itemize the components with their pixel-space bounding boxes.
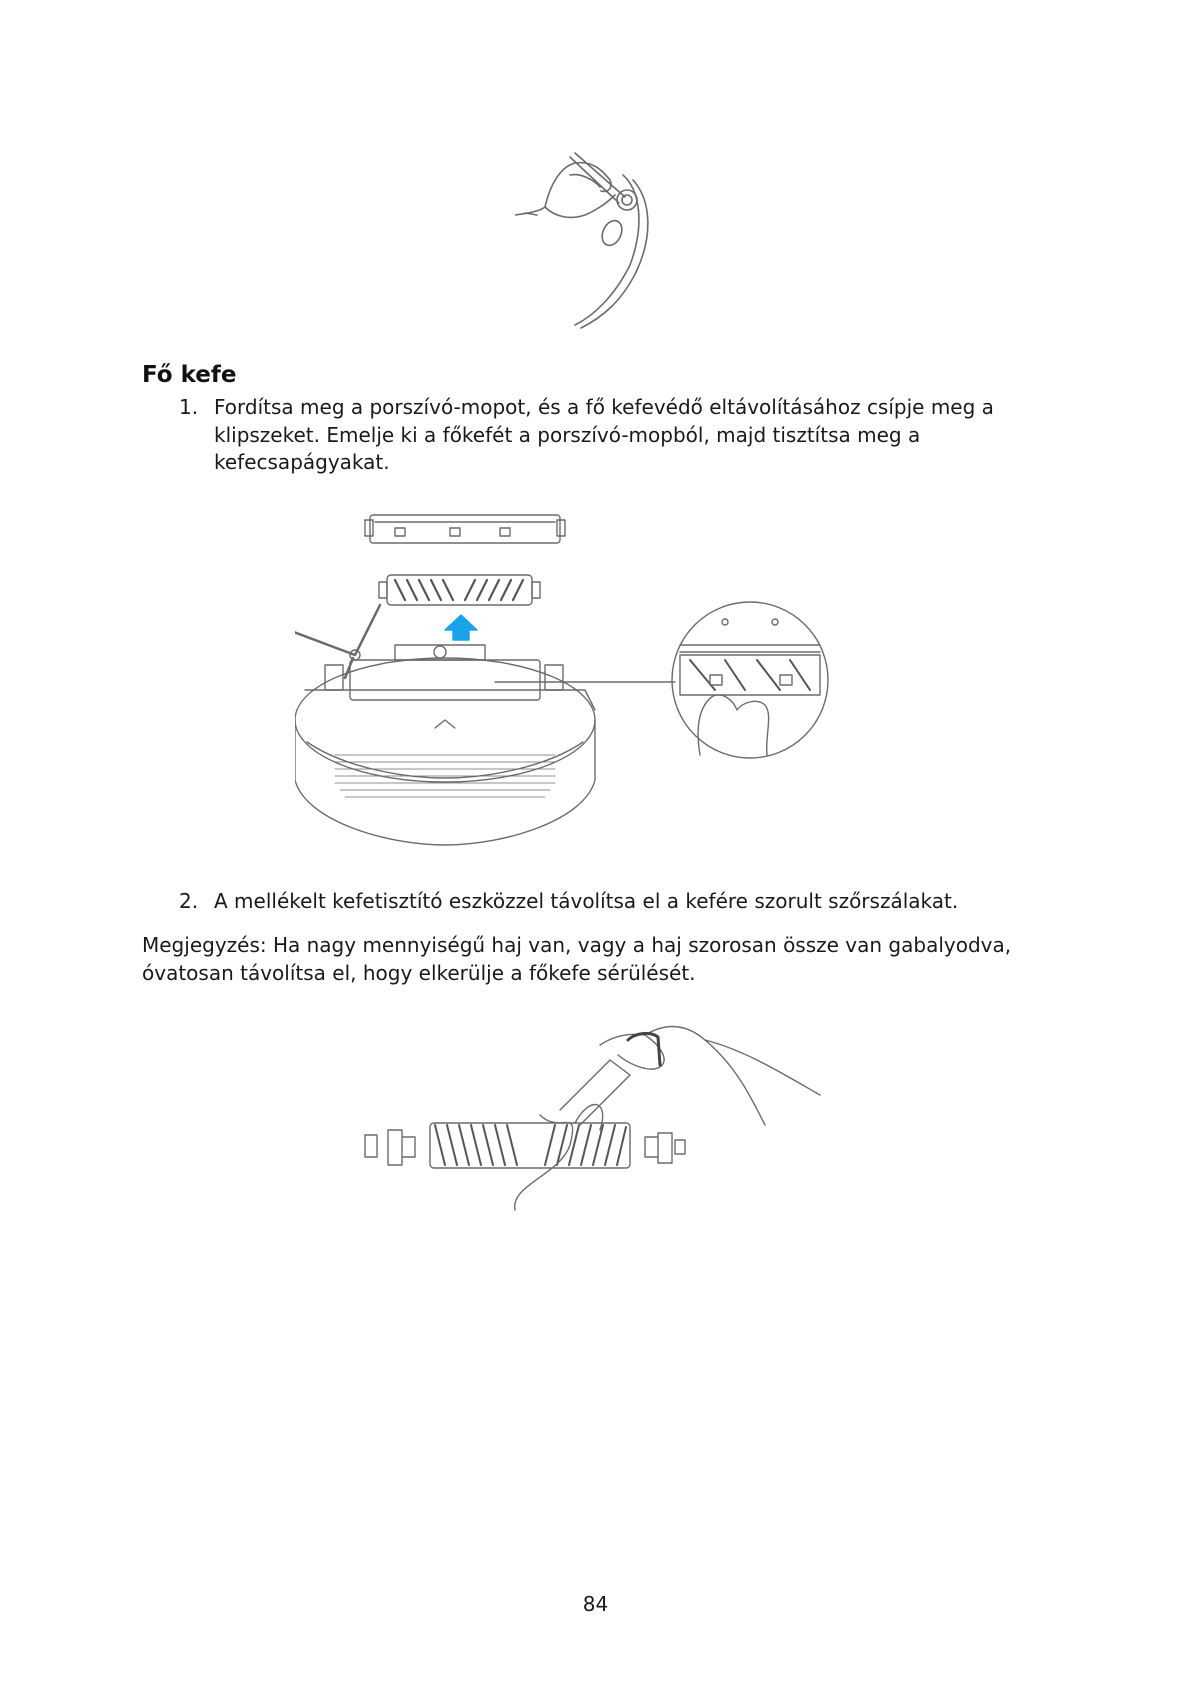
note-text: Megjegyzés: Ha nagy mennyiségű haj van, vagy a haj szorosan össze van gabalyodva, óvatosan távolítsa el, hogy elkerülje a főkefe sérülését. <box>142 933 1012 985</box>
section-heading: Fő kefe <box>142 362 237 388</box>
page-number: 84 <box>582 1592 609 1616</box>
main-brush-removal-illustration <box>295 510 895 855</box>
list-item-number: 2. <box>179 889 199 913</box>
list-item-number: 1. <box>179 395 199 419</box>
side-brush-cleaning-illustration <box>515 145 690 330</box>
list-item-text: A mellékelt kefetisztító eszközzel távolítsa el a kefére szorult szőrszálakat. <box>214 889 959 913</box>
list-item-text: Fordítsa meg a porszívó-mopot, és a fő kefevédő eltávolításához csípje meg a klipszeket. Emelje ki a főkefét a porszívó-mopból, majd tisztítsa meg a kefecsapágyakat. <box>214 395 994 474</box>
hair-cleaning-tool-illustration <box>360 1005 840 1215</box>
